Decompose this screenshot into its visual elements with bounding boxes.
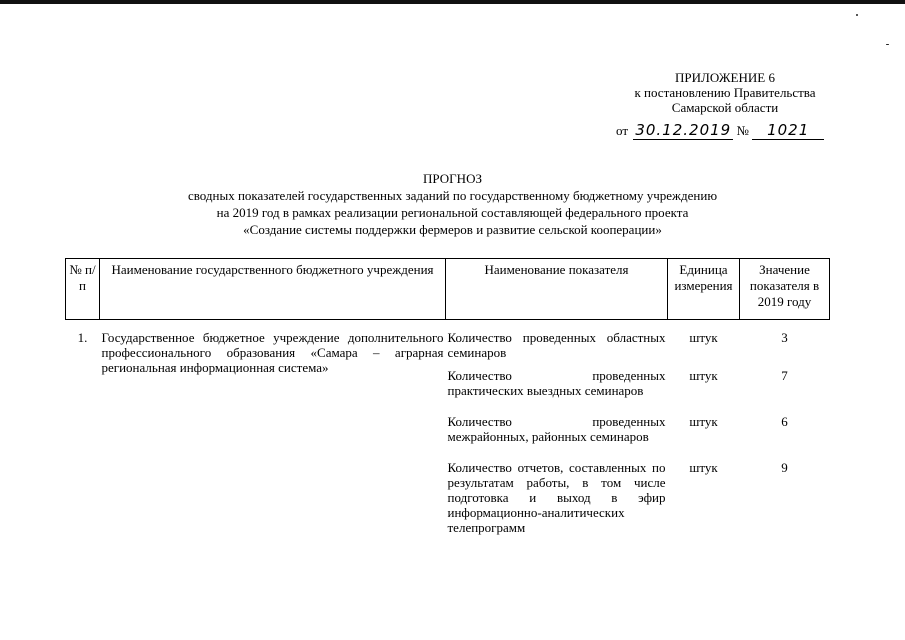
institution-name: Государственное бюджетное учреждение дополнительного профессионального образования «Самара – аграрная региональная информационная система» (101, 330, 444, 375)
header-value: Значение показателя в 2019 году (740, 259, 830, 320)
document-heading (0, 170, 905, 238)
indicator-unit: штук (689, 368, 718, 383)
appendix-title: ПРИЛОЖЕНИЕ 6 (675, 70, 775, 85)
indicator-value: 9 (781, 460, 788, 475)
row-number: 1. (77, 330, 88, 345)
header-num: № п/п (66, 259, 100, 320)
indicator-unit: штук (689, 330, 718, 345)
appendix-date-row (616, 121, 824, 140)
indicator-value: 6 (781, 414, 788, 429)
heading-line-2: на 2019 год в рамках реализации региональной составляющей федерального проекта (216, 205, 689, 220)
table-row (66, 320, 830, 369)
table-header-row (66, 259, 830, 320)
scan-speck (886, 44, 889, 45)
indicator-name: Количество проведенных областных семинаров (447, 330, 666, 360)
date-prefix: от (616, 123, 629, 138)
header-institution: Наименование государственного бюджетного учреждения (100, 259, 446, 320)
scan-top-border (0, 0, 905, 4)
indicator-name: Количество отчетов, составленных по результатам работы, в том числе подготовка и выход в эфир информационно-аналитических телепрограмм (447, 460, 666, 535)
document-title: ПРОГНОЗ (423, 171, 482, 186)
appendix-line-2: к постановлению Правительства (634, 85, 816, 100)
indicator-name: Количество проведенных межрайонных, районных семинаров (447, 414, 666, 444)
indicator-unit: штук (689, 460, 718, 475)
heading-line-3: «Создание системы поддержки фермеров и развитие сельской кооперации» (243, 222, 662, 237)
indicator-value: 7 (781, 368, 788, 383)
appendix-line-3: Самарской области (671, 100, 779, 115)
number-sign: № (736, 123, 749, 138)
heading-line-1: сводных показателей государственных заданий по государственному бюджетному учреждению (187, 188, 718, 203)
indicators-table (65, 258, 830, 535)
header-unit: Единица измерения (668, 259, 740, 320)
header-indicator: Наименование показателя (446, 259, 668, 320)
scan-speck (856, 14, 858, 16)
indicator-name: Количество проведенных практических выездных семинаров (447, 368, 666, 398)
indicator-unit: штук (689, 414, 718, 429)
appendix-block (560, 70, 890, 115)
handwritten-date: 30.12.2019 (635, 121, 732, 139)
indicator-value: 3 (781, 330, 788, 345)
handwritten-number: 1021 (767, 121, 810, 139)
